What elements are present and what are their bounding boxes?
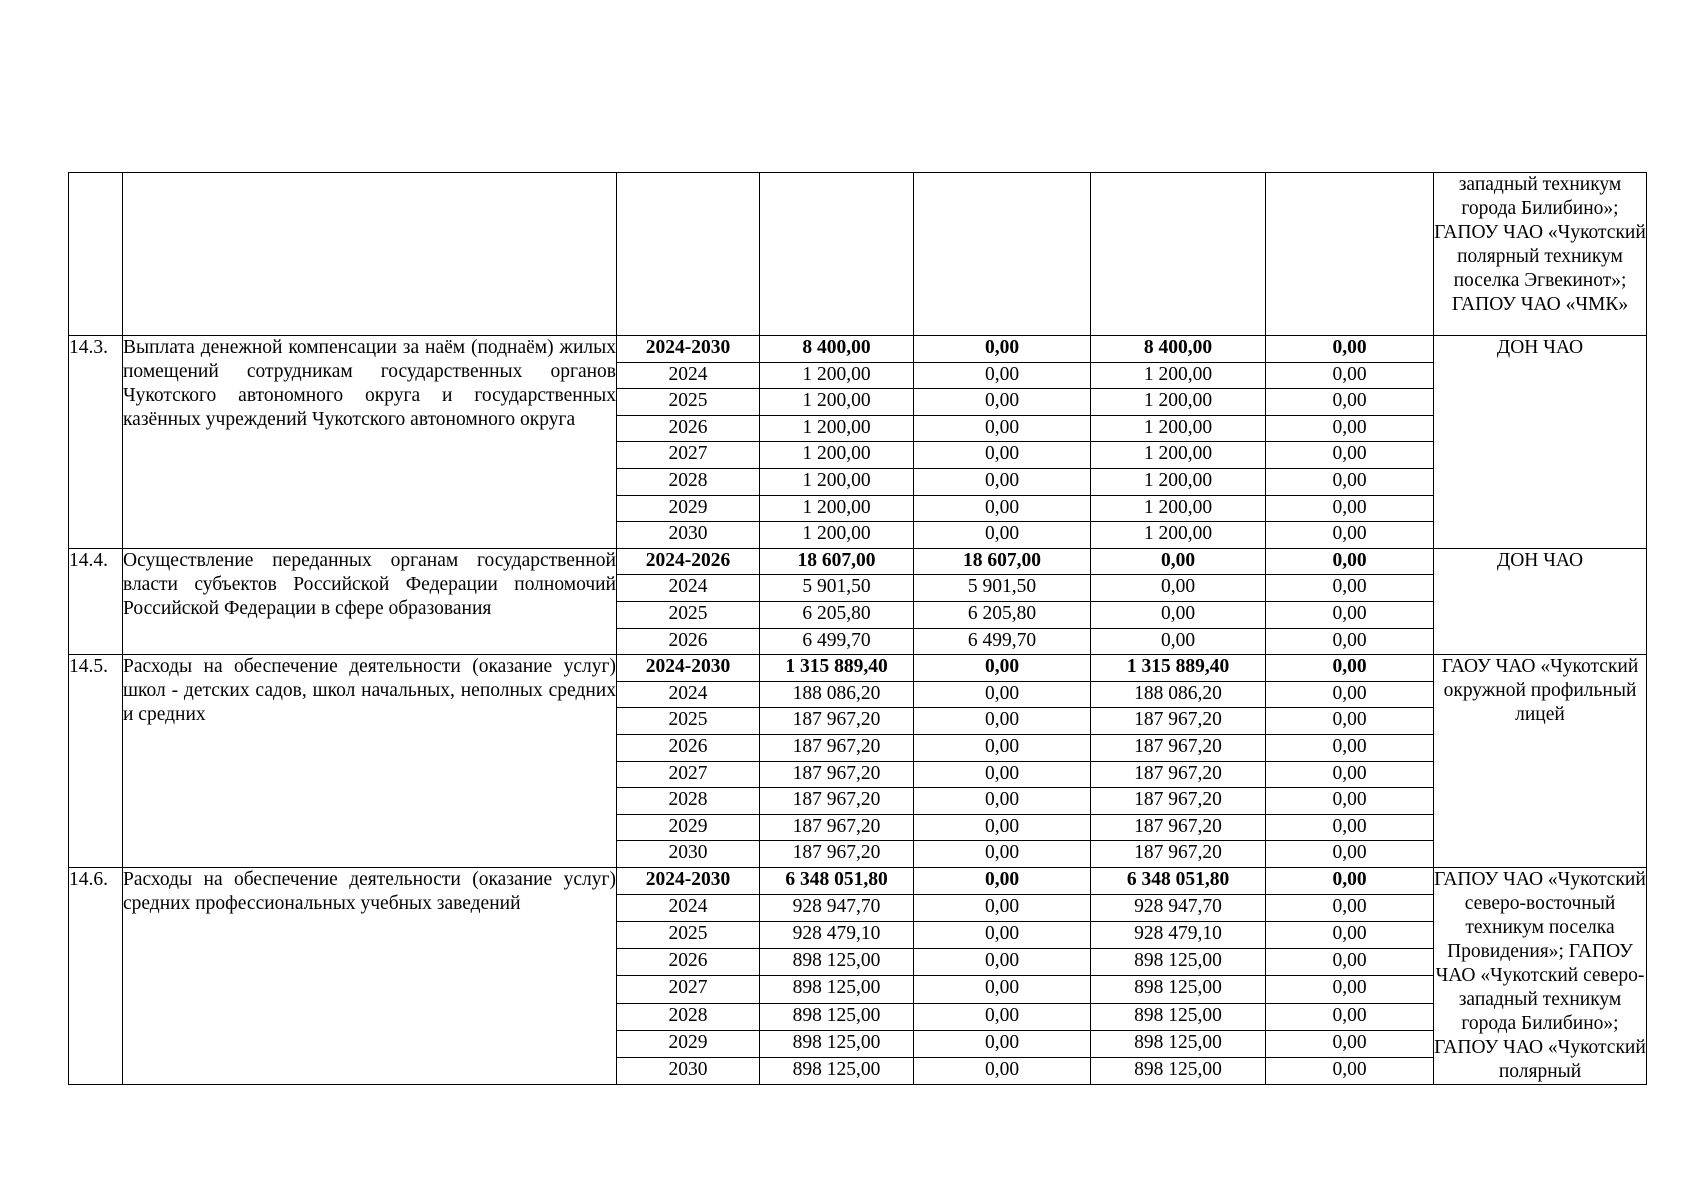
- federal-budget-cell: 6 205,80: [914, 601, 1091, 628]
- total-cell: 6 499,70: [760, 628, 914, 655]
- period-cell: 2026: [617, 949, 760, 976]
- regional-budget-cell: 1 200,00: [1091, 362, 1266, 389]
- other-sources-cell: 0,00: [1266, 575, 1434, 602]
- total-cell: 898 125,00: [760, 1030, 914, 1057]
- name-cell-empty: [123, 173, 617, 336]
- total-cell: 187 967,20: [760, 814, 914, 841]
- federal-budget-cell: 0,00: [914, 522, 1091, 549]
- other-sources-cell: 0,00: [1266, 814, 1434, 841]
- executor-cell: ГАПОУ ЧАО «Чукотский северо-восточный техникум поселка Провидения»; ГАПОУ ЧАО «Чукотский северо-западный техникум города Билибино»; ГАПОУ ЧАО «Чукотский полярный: [1434, 867, 1647, 1084]
- program-table: [68, 172, 1647, 1085]
- regional-budget-cell: 1 315 889,40: [1091, 655, 1266, 682]
- regional-budget-cell: 6 348 051,80: [1091, 867, 1266, 894]
- federal-budget-cell: 0,00: [914, 362, 1091, 389]
- other-sources-cell: 0,00: [1266, 922, 1434, 949]
- section-total-row: [69, 548, 1647, 575]
- period-cell: 2030: [617, 1057, 760, 1084]
- federal-budget-cell: 0,00: [914, 415, 1091, 442]
- table-row-continuation: [69, 173, 1647, 336]
- other-sources-cell: 0,00: [1266, 601, 1434, 628]
- period-cell-empty: [617, 173, 760, 336]
- federal-budget-cell: 0,00: [914, 495, 1091, 522]
- federal-budget-cell: 0,00: [914, 734, 1091, 761]
- section-number: 14.3.: [69, 336, 123, 549]
- period-cell: 2026: [617, 415, 760, 442]
- federal-budget-cell: 18 607,00: [914, 548, 1091, 575]
- federal-budget-cell: 0,00: [914, 922, 1091, 949]
- federal-budget-cell: 0,00: [914, 336, 1091, 363]
- period-cell: 2024: [617, 681, 760, 708]
- other-cell-empty: [1266, 173, 1434, 336]
- federal-budget-cell: 0,00: [914, 389, 1091, 416]
- section-name: Осуществление переданных органам государственной власти субъектов Российской Федерации полномочий Российской Федерации в сфере образования: [123, 548, 617, 654]
- period-cell: 2027: [617, 442, 760, 469]
- regional-budget-cell: 188 086,20: [1091, 681, 1266, 708]
- regional-budget-cell: 898 125,00: [1091, 1003, 1266, 1030]
- executor-cell: ДОН ЧАО: [1434, 548, 1647, 654]
- federal-budget-cell: 0,00: [914, 788, 1091, 815]
- period-cell: 2024-2030: [617, 336, 760, 363]
- executor-cell: ДОН ЧАО: [1434, 336, 1647, 549]
- section-name: Расходы на обеспечение деятельности (оказание услуг) средних профессиональных учебных заведений: [123, 867, 617, 1084]
- regional-budget-cell: 187 967,20: [1091, 734, 1266, 761]
- total-cell: 1 200,00: [760, 522, 914, 549]
- regional-budget-cell: 8 400,00: [1091, 336, 1266, 363]
- federal-budget-cell: 0,00: [914, 976, 1091, 1003]
- total-cell: 187 967,20: [760, 788, 914, 815]
- section-number: 14.5.: [69, 655, 123, 868]
- period-cell: 2028: [617, 1003, 760, 1030]
- other-sources-cell: 0,00: [1266, 867, 1434, 894]
- regional-budget-cell: 187 967,20: [1091, 841, 1266, 868]
- regional-budget-cell: 1 200,00: [1091, 522, 1266, 549]
- period-cell: 2027: [617, 761, 760, 788]
- other-sources-cell: 0,00: [1266, 841, 1434, 868]
- total-cell: 928 479,10: [760, 922, 914, 949]
- federal-budget-cell: 0,00: [914, 1003, 1091, 1030]
- period-cell: 2029: [617, 495, 760, 522]
- other-sources-cell: 0,00: [1266, 628, 1434, 655]
- federal-budget-cell: 0,00: [914, 949, 1091, 976]
- period-cell: 2025: [617, 601, 760, 628]
- regional-cell-empty: [1091, 173, 1266, 336]
- federal-budget-cell: 6 499,70: [914, 628, 1091, 655]
- period-cell: 2024: [617, 895, 760, 922]
- regional-budget-cell: 1 200,00: [1091, 495, 1266, 522]
- section-name: Расходы на обеспечение деятельности (оказание услуг) школ - детских садов, школ начальных, неполных средних и средних: [123, 655, 617, 868]
- other-sources-cell: 0,00: [1266, 495, 1434, 522]
- period-cell: 2026: [617, 734, 760, 761]
- other-sources-cell: 0,00: [1266, 708, 1434, 735]
- period-cell: 2025: [617, 389, 760, 416]
- period-cell: 2029: [617, 1030, 760, 1057]
- section-number: 14.4.: [69, 548, 123, 654]
- total-cell: 1 200,00: [760, 415, 914, 442]
- period-cell: 2028: [617, 468, 760, 495]
- period-cell: 2027: [617, 976, 760, 1003]
- total-cell: 1 200,00: [760, 362, 914, 389]
- total-cell: 187 967,20: [760, 841, 914, 868]
- other-sources-cell: 0,00: [1266, 1030, 1434, 1057]
- period-cell: 2028: [617, 788, 760, 815]
- other-sources-cell: 0,00: [1266, 681, 1434, 708]
- section-name: Выплата денежной компенсации за наём (поднаём) жилых помещений сотрудникам государственных органов Чукотского автономного округа и государственных казённых учреждений Чукотского автономного округа: [123, 336, 617, 549]
- total-cell: 898 125,00: [760, 1057, 914, 1084]
- regional-budget-cell: 898 125,00: [1091, 976, 1266, 1003]
- total-cell-empty: [760, 173, 914, 336]
- executor-cell: западный техникум города Билибино»; ГАПОУ ЧАО «Чукотский полярный техникум поселка Эгвекинот»; ГАПОУ ЧАО «ЧМК»: [1434, 173, 1647, 336]
- federal-budget-cell: 0,00: [914, 814, 1091, 841]
- other-sources-cell: 0,00: [1266, 522, 1434, 549]
- total-cell: 928 947,70: [760, 895, 914, 922]
- other-sources-cell: 0,00: [1266, 655, 1434, 682]
- total-cell: 188 086,20: [760, 681, 914, 708]
- total-cell: 1 315 889,40: [760, 655, 914, 682]
- period-cell: 2025: [617, 708, 760, 735]
- federal-budget-cell: 0,00: [914, 681, 1091, 708]
- federal-budget-cell: 0,00: [914, 867, 1091, 894]
- federal-budget-cell: 0,00: [914, 1057, 1091, 1084]
- federal-budget-cell: 0,00: [914, 761, 1091, 788]
- other-sources-cell: 0,00: [1266, 734, 1434, 761]
- federal-budget-cell: 0,00: [914, 1030, 1091, 1057]
- period-cell: 2024: [617, 362, 760, 389]
- total-cell: 898 125,00: [760, 1003, 914, 1030]
- regional-budget-cell: 0,00: [1091, 575, 1266, 602]
- section-number: 14.6.: [69, 867, 123, 1084]
- regional-budget-cell: 187 967,20: [1091, 761, 1266, 788]
- total-cell: 5 901,50: [760, 575, 914, 602]
- federal-budget-cell: 0,00: [914, 655, 1091, 682]
- total-cell: 1 200,00: [760, 442, 914, 469]
- regional-budget-cell: 1 200,00: [1091, 442, 1266, 469]
- other-sources-cell: 0,00: [1266, 895, 1434, 922]
- total-cell: 898 125,00: [760, 976, 914, 1003]
- table-body: [69, 173, 1647, 1085]
- total-cell: 1 200,00: [760, 389, 914, 416]
- regional-budget-cell: 898 125,00: [1091, 1030, 1266, 1057]
- regional-budget-cell: 0,00: [1091, 548, 1266, 575]
- federal-budget-cell: 0,00: [914, 442, 1091, 469]
- period-cell: 2024-2030: [617, 867, 760, 894]
- regional-budget-cell: 928 947,70: [1091, 895, 1266, 922]
- regional-budget-cell: 898 125,00: [1091, 1057, 1266, 1084]
- other-sources-cell: 0,00: [1266, 761, 1434, 788]
- period-cell: 2025: [617, 922, 760, 949]
- other-sources-cell: 0,00: [1266, 336, 1434, 363]
- num-cell-empty: [69, 173, 123, 336]
- period-cell: 2024-2026: [617, 548, 760, 575]
- other-sources-cell: 0,00: [1266, 949, 1434, 976]
- section-total-row: [69, 336, 1647, 363]
- other-sources-cell: 0,00: [1266, 1003, 1434, 1030]
- regional-budget-cell: 898 125,00: [1091, 949, 1266, 976]
- period-cell: 2026: [617, 628, 760, 655]
- federal-budget-cell: 5 901,50: [914, 575, 1091, 602]
- total-cell: 6 348 051,80: [760, 867, 914, 894]
- total-cell: 187 967,20: [760, 734, 914, 761]
- federal-budget-cell: 0,00: [914, 895, 1091, 922]
- other-sources-cell: 0,00: [1266, 788, 1434, 815]
- total-cell: 187 967,20: [760, 761, 914, 788]
- total-cell: 187 967,20: [760, 708, 914, 735]
- regional-budget-cell: 1 200,00: [1091, 468, 1266, 495]
- other-sources-cell: 0,00: [1266, 976, 1434, 1003]
- total-cell: 1 200,00: [760, 495, 914, 522]
- period-cell: 2030: [617, 522, 760, 549]
- federal-budget-cell: 0,00: [914, 708, 1091, 735]
- regional-budget-cell: 928 479,10: [1091, 922, 1266, 949]
- regional-budget-cell: 0,00: [1091, 601, 1266, 628]
- section-total-row: [69, 867, 1647, 894]
- total-cell: 8 400,00: [760, 336, 914, 363]
- section-total-row: [69, 655, 1647, 682]
- federal-budget-cell: 0,00: [914, 841, 1091, 868]
- other-sources-cell: 0,00: [1266, 548, 1434, 575]
- regional-budget-cell: 187 967,20: [1091, 708, 1266, 735]
- total-cell: 898 125,00: [760, 949, 914, 976]
- regional-budget-cell: 187 967,20: [1091, 814, 1266, 841]
- period-cell: 2029: [617, 814, 760, 841]
- executor-cell: ГАОУ ЧАО «Чукотский окружной профильный лицей: [1434, 655, 1647, 868]
- total-cell: 18 607,00: [760, 548, 914, 575]
- regional-budget-cell: 1 200,00: [1091, 415, 1266, 442]
- regional-budget-cell: 187 967,20: [1091, 788, 1266, 815]
- period-cell: 2024: [617, 575, 760, 602]
- federal-budget-cell: 0,00: [914, 468, 1091, 495]
- other-sources-cell: 0,00: [1266, 415, 1434, 442]
- period-cell: 2024-2030: [617, 655, 760, 682]
- other-sources-cell: 0,00: [1266, 468, 1434, 495]
- other-sources-cell: 0,00: [1266, 389, 1434, 416]
- total-cell: 1 200,00: [760, 468, 914, 495]
- other-sources-cell: 0,00: [1266, 362, 1434, 389]
- regional-budget-cell: 0,00: [1091, 628, 1266, 655]
- other-sources-cell: 0,00: [1266, 1057, 1434, 1084]
- regional-budget-cell: 1 200,00: [1091, 389, 1266, 416]
- total-cell: 6 205,80: [760, 601, 914, 628]
- period-cell: 2030: [617, 841, 760, 868]
- other-sources-cell: 0,00: [1266, 442, 1434, 469]
- federal-cell-empty: [914, 173, 1091, 336]
